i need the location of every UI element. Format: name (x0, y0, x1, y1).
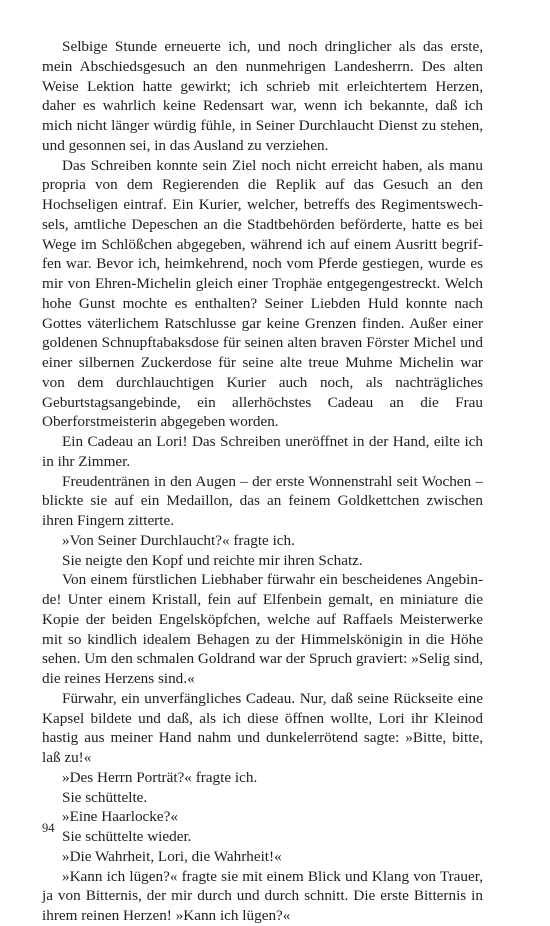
paragraph: Sie schüttelte. (62, 788, 148, 806)
body-text (42, 37, 483, 926)
paragraph: »Kann ich lügen?« fragte sie mit einem Blick und Klang von Trauer, ja von Bitternis, der mir durch und durch schnitt. Die erste Bitternis in ihrem reinen Herzen! »Kann ich lügen?« (42, 867, 483, 924)
paragraph: Sie schüttelte wieder. (62, 828, 192, 845)
paragraph: Von einem fürstlichen Liebhaber fürwahr ein bescheidenes Angebinde! Unter einem Kristall, fein auf Elfenbein gemalt, en miniature die Kopie der beiden Engelsköpfchen, welche auf Raffaels Meisterwerke mit so kindlich idealem Behagen zu der Himmelskönigin in die Höhe sehen. Um den schmalen Goldrand war der Spruch graviert: »Selig sind, die reines Herzens sind.« (42, 571, 483, 687)
paragraph: »Des Herrn Porträt?« fragte ich. (62, 768, 258, 786)
paragraph: Sie neigte den Kopf und reichte mir ihren Schatz. (62, 551, 363, 569)
paragraph: »Von Seiner Durchlaucht?« fragte ich. (62, 531, 295, 549)
paragraph: »Die Wahrheit, Lori, die Wahrheit!« (62, 847, 282, 865)
paragraph: Fürwahr, ein unverfängliches Cadeau. Nur, daß seine Rückseite eine Kapsel bildete und daß, als ich diese öffnen wollte, Lori ihr Kleinod hastig aus meiner Hand nahm und dunkelerrötend sagte: »Bitte, bitte, laß zu!« (42, 689, 483, 766)
paragraph: Ein Cadeau an Lori! Das Schreiben uneröffnet in der Hand, eilte ich in ihr Zimmer. (42, 433, 483, 470)
paragraph: Das Schreiben konnte sein Ziel noch nicht erreicht haben, als manu propria von dem Regierenden die Replik auf das Gesuch an den Hochseligen eintraf. Ein Kurier, welcher, betreffs des Regimentswechsels, amtliche Depeschen an die Stadtbehörden beförderte, hatte es bei Wege im Schlößchen abgegeben, während ich auf einem Ausritt begriffen war. Bevor ich, heimkehrend, noch vom Pferde gestiegen, wurde es mir von Ehren-Michelin gleich einer Trophäe entgegengestreckt. Welch hohe Gunst mochte es enthalten? Seiner Liebden Huld konnte nach Gottes väterlichem Ratschlusse gar keine Grenzen finden. Außer einer goldenen Schnupftabaksdose für seinen alten braven Förster Michel und einer silbernen Zuckerdose für seine alte treue Muhme Michelin war von dem durchlauchtigen Kurier auch noch, als nachträgliches Geburtstagsangebinde, ein allerhöchstes Cadeau an die Frau Oberforstmeisterin abgegeben worden. (42, 156, 483, 431)
page-number: 94 (42, 821, 55, 835)
paragraph: »Eine Haarlocke?« (62, 808, 178, 826)
paragraph: Freudentränen in den Augen – der erste Wonnenstrahl seit Wochen – blickte sie auf ein Medaillon, das an feinem Goldkettchen zwischen ihren Fingern zitterte. (42, 472, 483, 529)
paragraph: Selbige Stunde erneuerte ich, und noch dringlicher als das erste, mein Abschiedsgesuch an den nunmehrigen Landesherrn. Des alten Weise Lektion hatte gewirkt; ich schrieb mit erleichtertem Herzen, daher es wahrlich keine Redensart war, wenn ich bekannte, daß ich mich nicht länger würdig fühle, in Seiner Durchlaucht Dienst zu stehen, und gesonnen sei, in das Ausland zu verziehen. (42, 38, 483, 154)
